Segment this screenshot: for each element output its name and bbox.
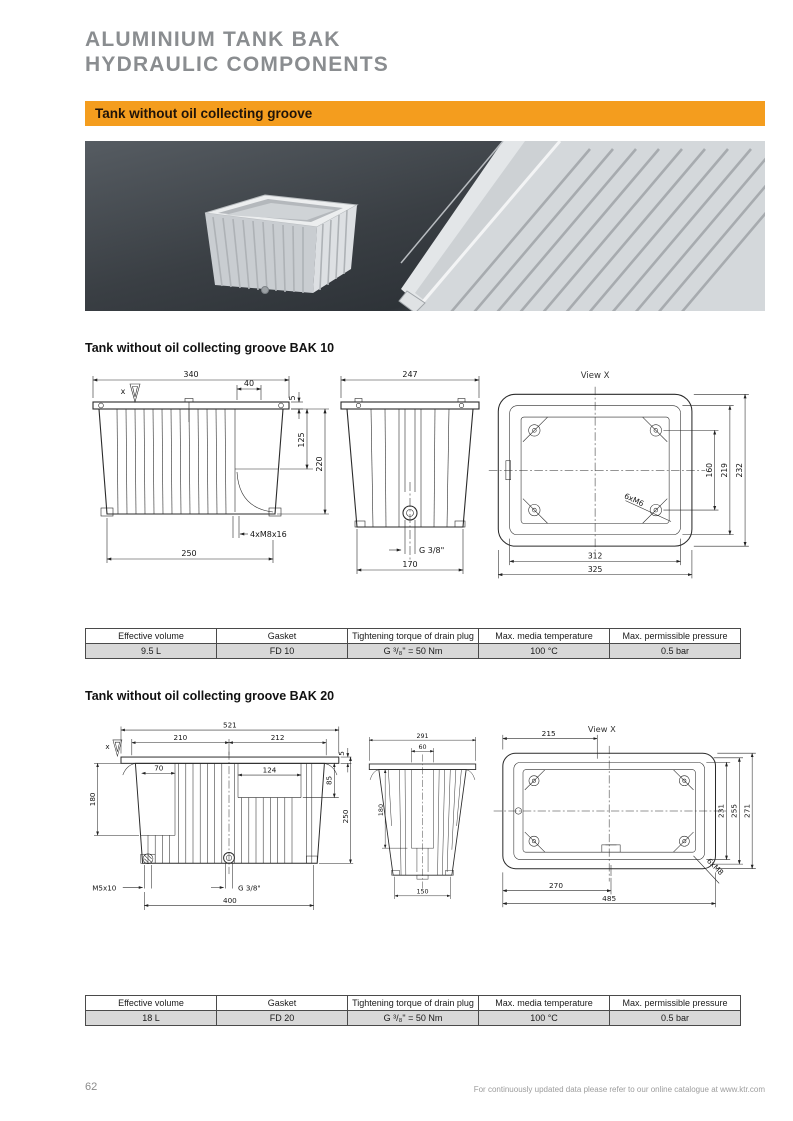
bak10-dim-panel-width: 40 — [243, 378, 255, 388]
section-banner-label: Tank without oil collecting groove — [95, 105, 313, 121]
bak20-side-dim-bottom: 150 — [416, 887, 429, 895]
bak20-dim-total-width: 521 — [223, 719, 237, 729]
bak20-gasket: FD 20 — [217, 1010, 348, 1025]
bak20-dim-right-panel-h: 85 — [324, 775, 334, 785]
bak10-label-drain: G 3/8" — [419, 545, 445, 555]
col-torque: Tightening torque of drain plug — [348, 995, 479, 1010]
bak20-heading: Tank without oil collecting groove BAK 20 — [85, 688, 335, 703]
bak20-volume: 18 L — [86, 1010, 217, 1025]
bak10-pressure: 0.5 bar — [610, 643, 741, 658]
footer-note: For continuously updated data please refer to our online catalogue at www.ktr.com — [473, 1085, 765, 1094]
bak20-viewx-title: View X — [587, 723, 616, 734]
col-gasket: Gasket — [217, 628, 348, 643]
bak20-dim-inner-v: 231 — [716, 803, 726, 818]
bak20-side-view-drawing — [355, 710, 490, 922]
bak10-torque: G ³/₈" = 50 Nm — [348, 643, 479, 658]
bak10-volume: 9.5 L — [86, 643, 217, 658]
bak20-side-dim-inner-h: 180 — [377, 803, 385, 816]
bak20-dim-outer-v: 271 — [742, 803, 752, 818]
bak20-drawings — [85, 710, 765, 922]
bak20-label-drain: G 3/8" — [238, 882, 261, 892]
col-effective-volume: Effective volume — [86, 995, 217, 1010]
page-title — [85, 0, 765, 78]
bak20-dim-left-height: 180 — [87, 792, 97, 806]
bak20-dim-height: 250 — [340, 809, 350, 823]
bak10-dim-outer-h: 325 — [587, 564, 603, 574]
bak10-dim-height: 220 — [315, 455, 324, 472]
bak10-gasket: FD 10 — [217, 643, 348, 658]
col-gasket: Gasket — [217, 995, 348, 1010]
bak10-label-bolts: 4xM8x16 — [250, 529, 287, 539]
page-title-line1: ALUMINIUM TANK BAK — [85, 28, 341, 51]
bak20-dim-b1: 270 — [549, 880, 563, 890]
bak10-viewx-title: View X — [580, 370, 610, 381]
bak10-heading: Tank without oil collecting groove BAK 10 — [85, 340, 335, 355]
bak10-view-marker: x — [120, 386, 126, 396]
col-effective-volume: Effective volume — [86, 628, 217, 643]
bak10-side-dim-bottom: 170 — [402, 559, 418, 569]
bak20-view-marker: x — [105, 741, 110, 751]
bak20-spec-table — [85, 995, 741, 1026]
bak10-dim-panel-height: 125 — [297, 431, 306, 448]
bak10-side-dim-width: 247 — [402, 369, 418, 379]
table-header-row — [86, 628, 741, 643]
bak10-dim-holes-v: 160 — [704, 462, 714, 477]
bak20-dim-left-panel: 70 — [154, 763, 164, 773]
bak10-dim-total-width: 340 — [183, 369, 199, 379]
bak20-dim-bottom-width: 400 — [223, 895, 237, 905]
col-pressure: Max. permissible pressure — [610, 995, 741, 1010]
bak20-dim-left-span: 210 — [173, 732, 188, 742]
bak10-top-view-drawing — [485, 362, 765, 587]
bak20-dim-right-panel: 124 — [262, 764, 277, 774]
bak20-dim-b2: 485 — [602, 893, 617, 903]
bak10-dim-rim-v: 219 — [720, 462, 730, 477]
bak20-top-view-drawing — [490, 710, 765, 922]
bak20-torque: G ³/₈" = 50 Nm — [348, 1010, 479, 1025]
bak10-label-holes: 6xM6 — [622, 490, 646, 508]
table-header-row — [86, 995, 741, 1010]
bak20-side-dim-channel: 60 — [418, 743, 427, 751]
bak10-dim-lip: 5 — [288, 394, 297, 401]
bak10-side-view-drawing — [335, 362, 485, 582]
bak20-front-view-drawing — [85, 710, 355, 922]
bak10-dim-outer-v: 232 — [735, 462, 745, 477]
bak20-dim-top: 215 — [541, 728, 556, 738]
bak20-media-temp: 100 °C — [479, 1010, 610, 1025]
section-banner — [85, 101, 765, 126]
table-value-row — [86, 643, 741, 658]
page-number: 62 — [85, 1081, 98, 1093]
page-title-line2: HYDRAULIC COMPONENTS — [85, 52, 390, 76]
bak10-dim-bottom-width: 250 — [181, 548, 197, 558]
bak10-spec-table — [85, 628, 741, 659]
bak20-label-thread: M5x10 — [92, 882, 117, 892]
table-value-row — [86, 1010, 741, 1025]
bak10-media-temp: 100 °C — [479, 643, 610, 658]
bak20-pressure: 0.5 bar — [610, 1010, 741, 1025]
col-pressure: Max. permissible pressure — [610, 628, 741, 643]
bak20-dim-rim-v: 255 — [729, 803, 739, 818]
col-torque: Tightening torque of drain plug — [348, 628, 479, 643]
bak20-side-dim-width: 291 — [416, 732, 429, 740]
bak20-dim-right-span: 212 — [270, 732, 285, 742]
col-media-temp: Max. media temperature — [479, 628, 610, 643]
col-media-temp: Max. media temperature — [479, 995, 610, 1010]
bak10-front-view-drawing — [85, 362, 335, 582]
bak10-dim-rim-h: 312 — [587, 551, 603, 561]
tanks-photo-illustration — [85, 141, 765, 311]
tank-photo-left — [205, 195, 357, 294]
product-photo — [85, 141, 765, 311]
bak20-label-holes: 6xM8 — [704, 855, 726, 877]
bak20-dim-lip: 5 — [337, 750, 347, 756]
bak10-drawings — [85, 362, 765, 587]
